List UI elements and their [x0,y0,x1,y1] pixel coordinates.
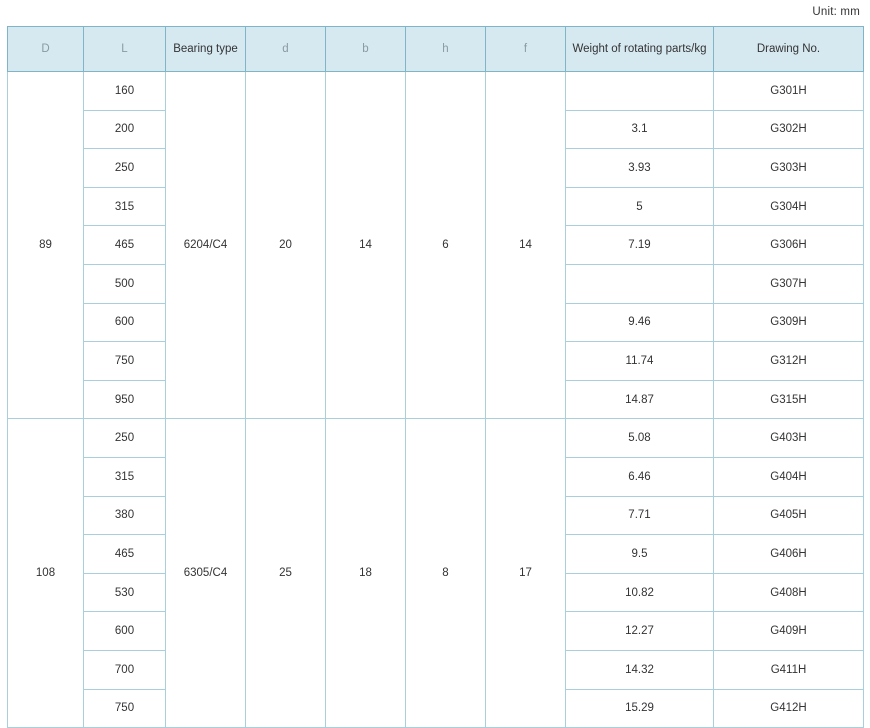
cell-weight: 9.46 [566,303,714,342]
cell-weight: 12.27 [566,612,714,651]
cell-L: 950 [84,380,166,419]
column-header-h: h [406,27,486,72]
cell-f: 17 [486,419,566,728]
cell-drawing-no: G309H [714,303,864,342]
cell-d: 25 [246,419,326,728]
cell-L: 500 [84,264,166,303]
cell-weight: 3.93 [566,149,714,188]
cell-L: 315 [84,187,166,226]
cell-drawing-no: G405H [714,496,864,535]
roller-specification-table [7,26,864,728]
cell-weight: 3.1 [566,110,714,149]
cell-b: 18 [326,419,406,728]
cell-L: 315 [84,457,166,496]
cell-b: 14 [326,72,406,419]
cell-weight [566,72,714,111]
cell-weight: 14.87 [566,380,714,419]
header-row [8,27,864,72]
cell-L: 750 [84,342,166,381]
cell-h: 6 [406,72,486,419]
column-header-b: b [326,27,406,72]
column-header-f: f [486,27,566,72]
table-header [8,27,864,72]
table-row [8,72,864,111]
column-header-L: L [84,27,166,72]
cell-weight: 14.32 [566,650,714,689]
column-header-drawing-no: Drawing No. [714,27,864,72]
cell-weight: 9.5 [566,535,714,574]
cell-drawing-no: G409H [714,612,864,651]
cell-drawing-no: G302H [714,110,864,149]
cell-weight: 10.82 [566,573,714,612]
cell-weight [566,264,714,303]
cell-D: 89 [8,72,84,419]
cell-drawing-no: G301H [714,72,864,111]
column-header-bearing-type: Bearing type [166,27,246,72]
cell-L: 600 [84,303,166,342]
cell-D: 108 [8,419,84,728]
table-row [8,419,864,458]
cell-L: 600 [84,612,166,651]
cell-drawing-no: G304H [714,187,864,226]
cell-drawing-no: G404H [714,457,864,496]
cell-weight: 6.46 [566,457,714,496]
cell-L: 250 [84,419,166,458]
column-header-D: D [8,27,84,72]
cell-weight: 5.08 [566,419,714,458]
cell-L: 250 [84,149,166,188]
cell-L: 750 [84,689,166,728]
cell-bearing-type: 6204/C4 [166,72,246,419]
cell-L: 160 [84,72,166,111]
cell-L: 380 [84,496,166,535]
table-body [8,72,864,728]
cell-L: 200 [84,110,166,149]
cell-drawing-no: G411H [714,650,864,689]
cell-drawing-no: G406H [714,535,864,574]
cell-weight: 7.19 [566,226,714,265]
cell-weight: 11.74 [566,342,714,381]
cell-L: 465 [84,535,166,574]
cell-d: 20 [246,72,326,419]
column-header-d: d [246,27,326,72]
cell-drawing-no: G412H [714,689,864,728]
cell-drawing-no: G307H [714,264,864,303]
cell-drawing-no: G408H [714,573,864,612]
cell-drawing-no: G303H [714,149,864,188]
column-header-weight: Weight of rotating parts/kg [566,27,714,72]
unit-note: Unit: mm [812,6,860,18]
cell-drawing-no: G403H [714,419,864,458]
cell-L: 465 [84,226,166,265]
cell-weight: 7.71 [566,496,714,535]
cell-f: 14 [486,72,566,419]
cell-h: 8 [406,419,486,728]
cell-L: 700 [84,650,166,689]
cell-bearing-type: 6305/C4 [166,419,246,728]
spec-table-container [7,26,863,728]
cell-drawing-no: G306H [714,226,864,265]
cell-drawing-no: G315H [714,380,864,419]
cell-L: 530 [84,573,166,612]
cell-drawing-no: G312H [714,342,864,381]
cell-weight: 5 [566,187,714,226]
cell-weight: 15.29 [566,689,714,728]
